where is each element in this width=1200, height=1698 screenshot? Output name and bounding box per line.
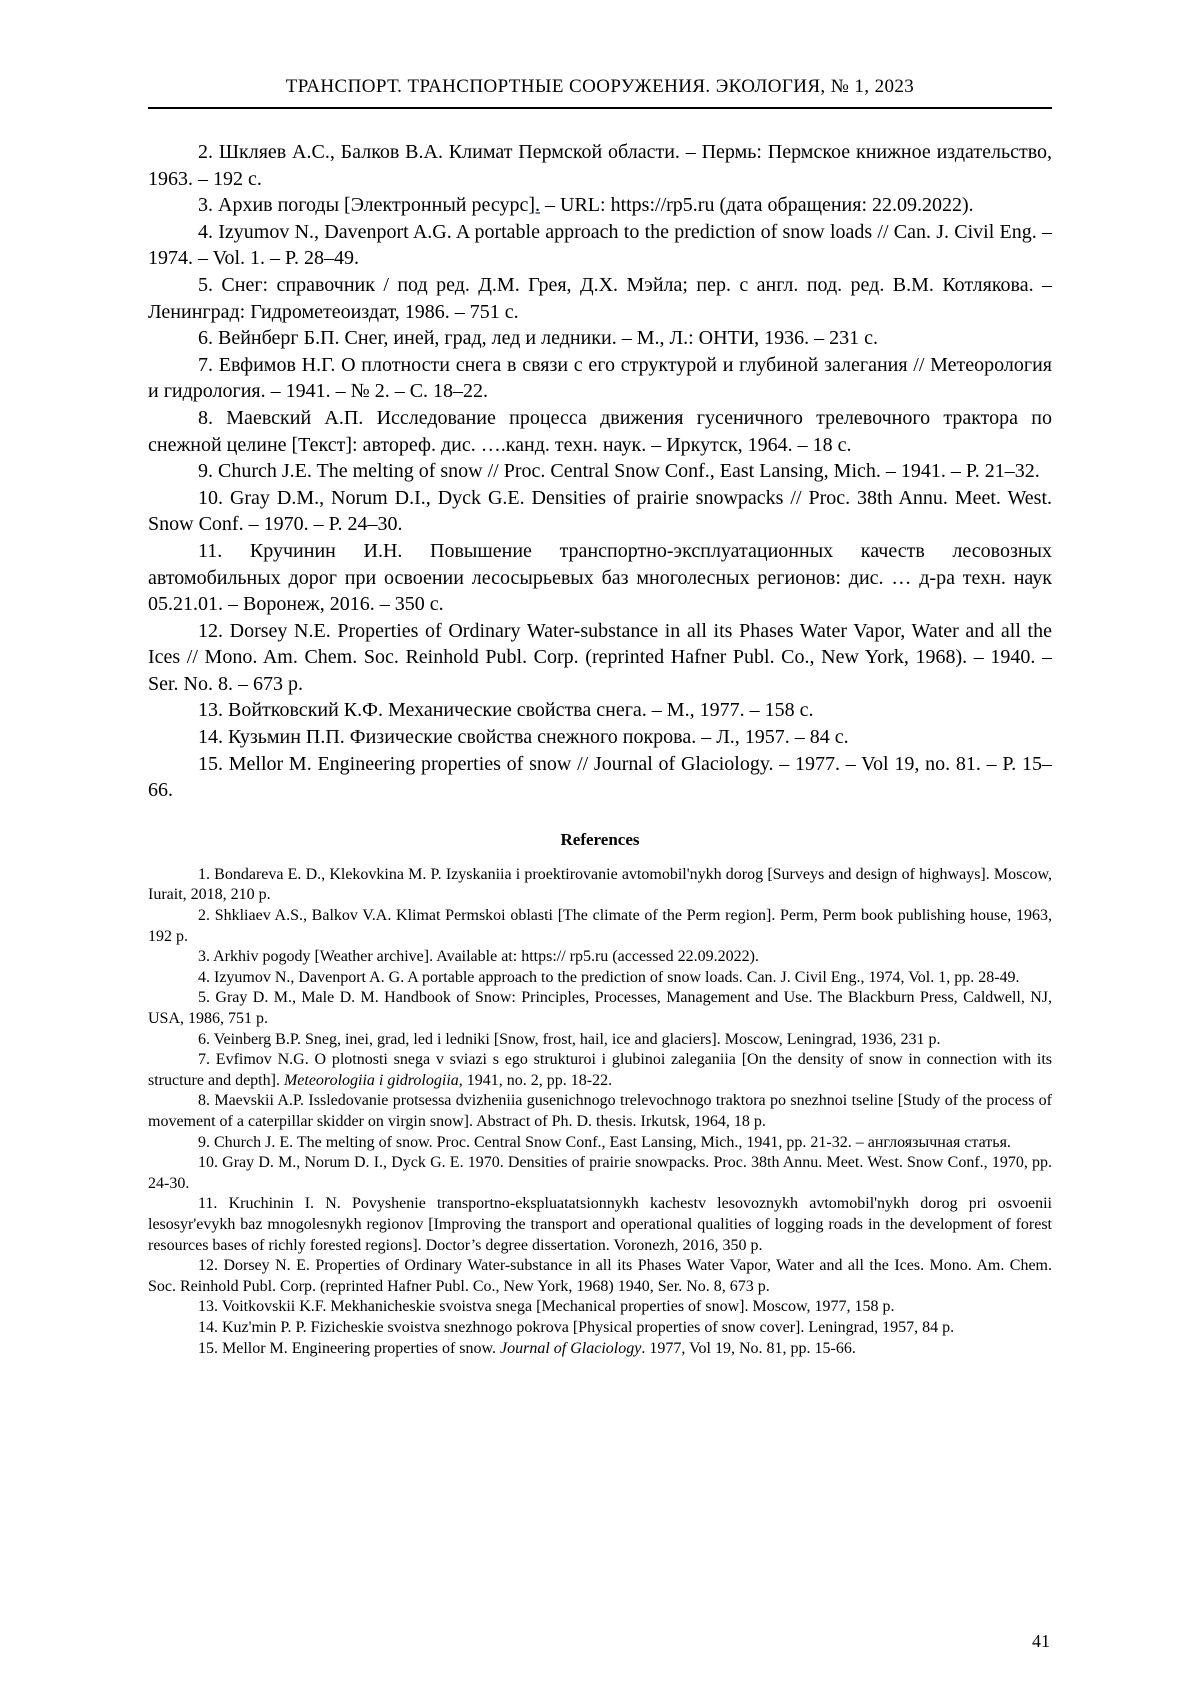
bibliography-entry [148,325,1052,352]
bibliography-entry [148,272,1052,325]
references-list [148,865,1052,1359]
reference-entry [148,1318,1052,1339]
bibliography-entry [148,751,1052,804]
entry-text: 3. Arkhiv pogody [Weather archive]. Available at: https:// rp5.ru (accessed 22.09.2022). [198,948,759,966]
entry-text: 15. Mellor M. Engineering properties of snow. [198,1339,501,1357]
bibliography-entry [148,405,1052,458]
journal-header [148,76,1052,109]
entry-text: 13. Voitkovskii K.F. Mekhanicheskie svoistva snega [Mechanical properties of snow]. Moscow, 1977, 158 p. [198,1298,895,1316]
references-heading: References [560,829,640,849]
entry-text: 5. Снег: справочник / под ред. Д.М. Грея, Д.Х. Мэйла; пер. с англ. под. ред. В.М. Котлякова. – Ленинград: Гидрометеоиздат, 1986. – 751 с. [148,273,1052,323]
entry-text: Meteorologiia i gidrologiia [283,1071,459,1089]
entry-text: 3. Архив погоды [Электронный ресурс [198,194,529,217]
bibliography-entry [148,697,1052,724]
entry-text: 10. Gray D. M., Norum D. I., Dyck G. E. 1970. Densities of prairie snowpacks. Proc. 38th Annu. Meet. West. Snow Conf., 1970, pp. 24-30. [148,1154,1052,1192]
entry-text: 10. Gray D.M., Norum D.I., Dyck G.E. Densities of prairie snowpacks // Proc. 38th Annu. Meet. West. Snow Conf. – 1970. – P. 24–30. [148,486,1052,536]
reference-entry [148,1133,1052,1154]
reference-entry [148,1050,1052,1091]
entry-text: 11. Kruchinin I. N. Povyshenie transportno-ekspluatatsionnykh kachestv lesovoznykh avtomobil'nykh dorog pri osvoenii lesosyr'evykh baz mnogolesnykh regionov [Improving the transport and operational qualities of logging roads in the development of forest resources bases of richly forested regions]. Doctor’s degree dissertation. Voronezh, 2016, 350 p. [148,1195,1052,1254]
bibliography-entry [148,458,1052,485]
bibliography-entry [148,352,1052,405]
entry-text: – URL: https://rp5.ru (дата обращения: 22.09.2022). [540,194,974,217]
entry-text: 6. Veinberg B.P. Sneg, inei, grad, led i ledniki [Snow, frost, hail, ice and glaciers]. Moscow, Leningrad, 1936, 231 p. [198,1030,941,1048]
journal-title: ТРАНСПОРТ. ТРАНСПОРТНЫЕ СООРУЖЕНИЯ. ЭКОЛОГИЯ, № 1, 2023 [285,76,915,97]
reference-entry [148,1153,1052,1194]
reference-entry [148,1091,1052,1132]
entry-text: , 1941, no. 2, pp. 18-22. [458,1071,613,1089]
page-number: 41 [1032,1631,1050,1651]
entry-text: 9. Church J.E. The melting of snow // Proc. Central Snow Conf., East Lansing, Mich. – 1941. – P. 21–32. [198,460,1040,483]
bibliography-entry [148,139,1052,192]
entry-text: 4. Izyumov N., Davenport A. G. A portable approach to the prediction of snow loads. Can. J. Civil Eng., 1974, Vol. 1, pp. 28-49. [198,968,1020,986]
bibliography-entry [148,192,1052,219]
bibliography-entry [148,538,1052,618]
reference-entry [148,906,1052,947]
entry-text: 4. Izyumov N., Davenport A.G. A portable approach to the prediction of snow loads // Can. J. Civil Eng. – 1974. – Vol. 1. – P. 28–49. [148,220,1052,270]
bibliography-entry [148,724,1052,751]
reference-entry [148,1030,1052,1051]
entry-text: 8. Маевский А.П. Исследование процесса движения гусеничного трелевочного трактора по снежной целине [Текст]: автореф. дис. ….канд. техн. наук. – Иркутск, 1964. – 18 с. [148,406,1052,456]
page-body [148,139,1052,1359]
reference-entry [148,988,1052,1029]
entry-text: . 1977, Vol 19, No. 81, pp. 15-66. [641,1339,856,1357]
reference-entry [148,968,1052,989]
entry-text: 12. Dorsey N. E. Properties of Ordinary Water-substance in all its Phases Water Vapor, Water and all the Ices. Mono. Am. Chem. Soc. Reinhold Publ. Corp. (reprinted Hafner Publ. Co., New York, 1968) 1940, Ser. No. 8, 673 p. [148,1257,1052,1295]
entry-text: 2. Шкляев А.С., Балков В.А. Климат Пермской области. – Пермь: Пермское книжное издательство, 1963. – 192 с. [148,141,1052,190]
entry-text: Journal of Glaciology [500,1339,642,1357]
reference-entry [148,1256,1052,1297]
reference-entry [148,947,1052,968]
entry-text: 7. Evfimov N.G. O plotnosti snega v sviazi s ego strukturoi i glubinoi zaleganiia [On the density of snow in connection with its structure and depth]. [148,1051,1052,1089]
entry-text: 14. Kuz'min P. P. Fizicheskie svoistva snezhnogo pokrova [Physical properties of snow cover]. Leningrad, 1957, 84 p. [198,1318,955,1336]
entry-text: 5. Gray D. M., Male D. M. Handbook of Snow: Principles, Processes, Management and Use. The Blackburn Press, Caldwell, NJ, USA, 1986, 751 p. [148,989,1052,1027]
entry-text: 2. Shkliaev A.S., Balkov V.A. Klimat Permskoi oblasti [The climate of the Perm region]. Perm, Perm book publishing house, 1963, 192 p. [148,907,1052,945]
entry-text: 13. Войтковский К.Ф. Механические свойства снега. – М., 1977. – 158 с. [198,699,814,722]
bibliography-list [148,139,1052,804]
entry-text: 15. Mellor M. Engineering properties of snow // Journal of Glaciology. – 1977. – Vol 19, no. 81. – P. 15–66. [148,752,1052,802]
reference-entry [148,1339,1052,1360]
bibliography-entry [148,219,1052,272]
entry-text: 9. Church J. E. The melting of snow. Proc. Central Snow Conf., East Lansing, Mich., 1941, pp. 21-32. – англоязычная статья. [198,1133,1011,1151]
entry-text: 6. Вейнберг Б.П. Снег, иней, град, лед и ледники. – М., Л.: ОНТИ, 1936. – 231 с. [198,327,879,350]
entry-text: ]. [528,194,541,217]
entry-text: 11. Кручинин И.Н. Повышение транспортно-эксплуатационных качеств лесовозных автомобильных дорог при освоении лесосырьевых баз многолесных регионов: дис. … д-ра техн. наук 05.21.01. – Воронеж, 2016. – 350 с. [148,539,1052,616]
entry-text: 8. Maevskii A.P. Issledovanie protsessa dvizheniia gusenichnogo trelevochnogo traktora po snezhnoi tseline [Study of the process of movement of a caterpillar skidder on virgin snow]. Abstract of Ph. D. thesis. Irkutsk, 1964, 18 p. [148,1092,1052,1130]
entry-text: 1. Bondareva E. D., Klekovkina M. P. Izyskaniia i proektirovanie avtomobil'nykh dorog [Surveys and design of highways]. Moscow, Iurait, 2018, 210 p. [148,865,1052,904]
reference-entry [148,1194,1052,1256]
header-rule [148,107,1052,109]
entry-text: 12. Dorsey N.E. Properties of Ordinary Water-substance in all its Phases Water Vapor, Water and all the Ices // Mono. Am. Chem. Soc. Reinhold Publ. Corp. (reprinted Hafner Publ. Co., New York, 1968). – 1940. – Ser. No. 8. – 673 p. [148,619,1052,695]
reference-entry [148,1297,1052,1318]
entry-text: 7. Евфимов Н.Г. О плотности снега в связи с его структурой и глубиной залегания // Метеорология и гидрология. – 1941. – № 2. – С. 18–22. [148,353,1052,403]
bibliography-entry [148,485,1052,538]
entry-text: 14. Кузьмин П.П. Физические свойства снежного покрова. – Л., 1957. – 84 с. [198,726,849,749]
reference-entry [148,865,1052,906]
bibliography-entry [148,618,1052,698]
